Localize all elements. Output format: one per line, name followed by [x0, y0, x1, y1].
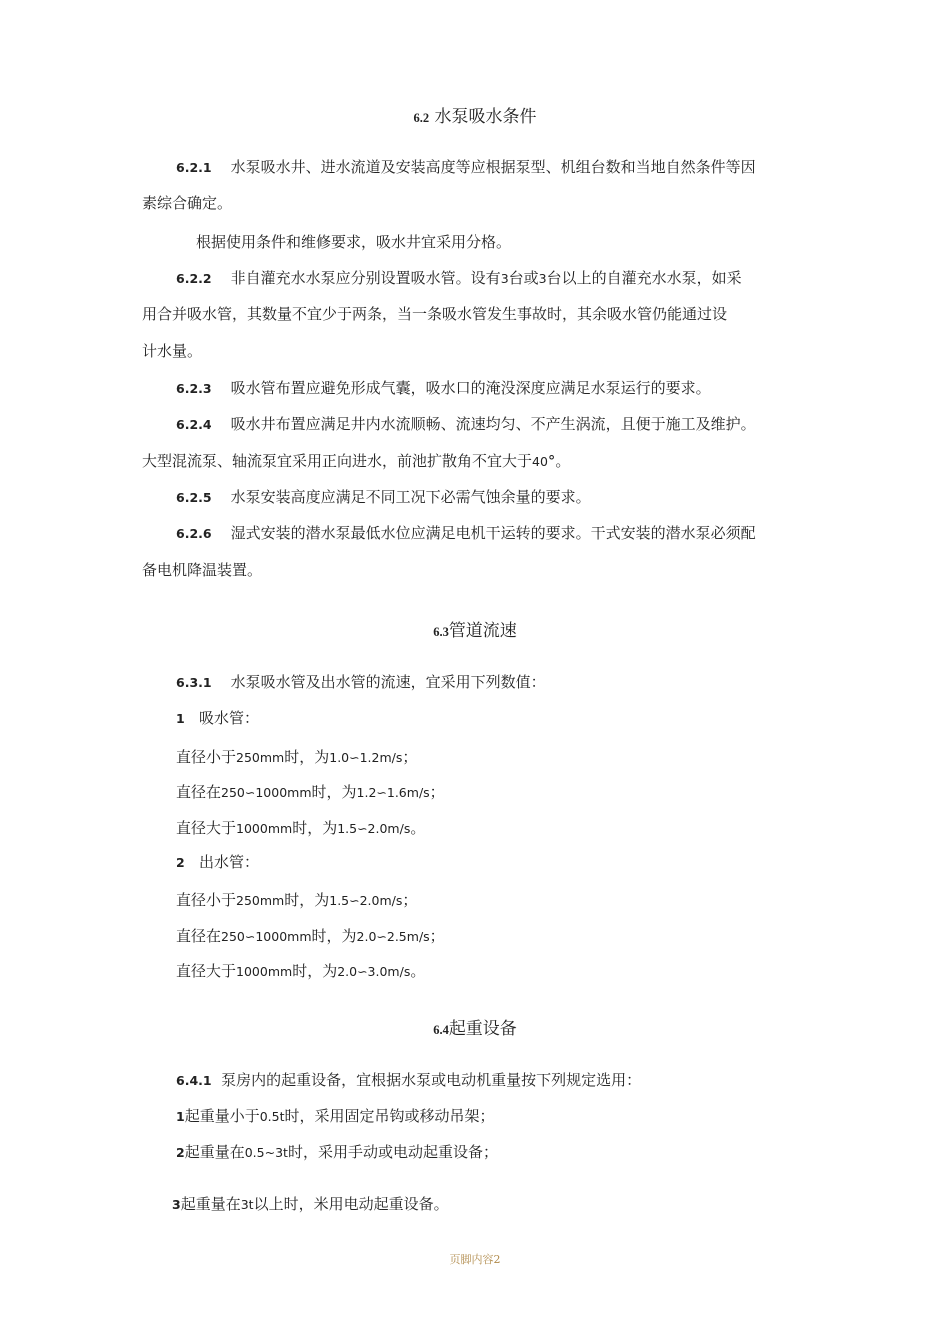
clause-6-4-1-line-1 — [176, 1069, 641, 1090]
item-number: 2 — [176, 855, 185, 870]
clause-number: 6.2.6 — [176, 526, 212, 541]
clause-text: 吸水井布置应满足井内水流顺畅、流速均匀、不产生涡流，且便于施工及维护。 — [230, 415, 756, 433]
velocity-row — [176, 960, 425, 981]
diameter-value: 250∽1000mm — [221, 929, 312, 944]
item-number: 1 — [176, 711, 185, 726]
clause-text: 用合并吸水管，其数量不宜少于两条，当一条吸水管发生事故时，其余吸水管仍能通过设 — [142, 305, 728, 323]
list-item-discharge-pipe — [176, 851, 259, 872]
clause-number: 6.4.1 — [176, 1073, 212, 1088]
section-heading-6-2 — [0, 102, 950, 127]
clause-number: 6.2.5 — [176, 490, 212, 505]
clause-6-2-1-line-1 — [176, 156, 756, 177]
diameter-value: 250mm — [236, 893, 285, 908]
diameter-value: 250∽1000mm — [221, 785, 312, 800]
clause-text: 水泵吸水井、进水流道及安装高度等应根据泵型、机组台数和当地自然条件等因 — [230, 158, 756, 176]
diameter-value: 1000mm — [236, 964, 293, 979]
velocity-text: ； — [429, 927, 445, 945]
item-text: 时，采用手动或电动起重设备； — [287, 1143, 498, 1161]
clause-number: 6.2.2 — [176, 271, 212, 286]
clause-6-2-5-line-1 — [176, 486, 591, 507]
clause-text: 素综合确定。 — [142, 194, 233, 212]
diameter-value: 1000mm — [236, 821, 293, 836]
page-footer: 页脚内容2 — [449, 1253, 501, 1266]
velocity-text: ； — [402, 891, 418, 909]
section-title: 起重设备 — [448, 1019, 517, 1039]
velocity-text: 时，为 — [292, 962, 338, 980]
diameter-value: 250mm — [236, 750, 285, 765]
velocity-row — [176, 817, 425, 838]
clause-number-value: 3 — [500, 271, 509, 286]
clause-6-2-4-line-2 — [142, 450, 570, 471]
clause-text: 吸水管布置应避免形成气囊，吸水口的淹没深度应满足水泵运行的要求。 — [230, 379, 711, 397]
item-number: 3 — [172, 1197, 181, 1212]
item-text: 时，采用固定吊钩或移动吊架； — [284, 1107, 495, 1125]
clause-text: 湿式安装的潜水泵最低水位应满足电机干运转的要求。干式安装的潜水泵必须配 — [230, 524, 756, 542]
hoist-item-1 — [176, 1105, 495, 1126]
velocity-text: 直径小于 — [176, 748, 237, 766]
velocity-row — [176, 889, 417, 910]
weight-value: 3t — [240, 1197, 254, 1212]
section-number: 6.2 — [413, 111, 430, 125]
item-text: 吸水管： — [199, 709, 260, 727]
clause-text: 根据使用条件和维修要求，吸水井宜采用分格。 — [196, 233, 512, 251]
clause-6-2-2-line-2 — [142, 303, 727, 324]
velocity-range: 1.5∽2.0m/s — [329, 893, 403, 908]
clause-6-2-2-line-3 — [142, 340, 202, 361]
velocity-text: 直径小于 — [176, 891, 237, 909]
section-heading-6-4 — [0, 1014, 950, 1039]
velocity-text: 。 — [410, 962, 426, 980]
velocity-row — [176, 746, 417, 767]
clause-6-2-1-paragraph-2 — [196, 231, 511, 252]
hoist-item-2 — [176, 1141, 498, 1162]
item-number: 2 — [176, 1145, 185, 1160]
clause-number-value: 3 — [538, 271, 547, 286]
clause-number-value: 40 — [532, 454, 548, 469]
clause-6-3-1-line-1 — [176, 671, 546, 692]
item-text: 起重量在 — [184, 1143, 245, 1161]
hoist-item-3 — [172, 1193, 449, 1214]
velocity-text: 时，为 — [311, 927, 357, 945]
velocity-row — [176, 925, 445, 946]
velocity-range: 1.2∽1.6m/s — [356, 785, 430, 800]
velocity-text: 直径在 — [176, 783, 222, 801]
velocity-range: 2.0∽2.5m/s — [356, 929, 430, 944]
velocity-text: 时，为 — [311, 783, 357, 801]
velocity-text: 直径在 — [176, 927, 222, 945]
velocity-text: 直径大于 — [176, 819, 237, 837]
clause-6-2-2-line-1 — [176, 267, 742, 288]
weight-value: 0.5~3t — [244, 1145, 288, 1160]
item-text: 起重量小于 — [184, 1107, 260, 1125]
section-heading-6-3 — [0, 616, 950, 641]
velocity-text: 直径大于 — [176, 962, 237, 980]
clause-number: 6.2.1 — [176, 160, 212, 175]
item-text: 起重量在 — [180, 1195, 241, 1213]
section-title: 水泵吸水条件 — [434, 107, 537, 127]
velocity-text: ； — [429, 783, 445, 801]
clause-text: 计水量。 — [142, 342, 203, 360]
velocity-text: 时，为 — [284, 748, 330, 766]
clause-text: 备电机降温装置。 — [142, 561, 263, 579]
item-number: 1 — [176, 1109, 185, 1124]
clause-6-2-6-line-2 — [142, 559, 262, 580]
clause-6-2-3-line-1 — [176, 377, 711, 398]
clause-6-2-4-line-1 — [176, 413, 756, 434]
velocity-row — [176, 781, 445, 802]
velocity-text: 时，为 — [292, 819, 338, 837]
velocity-text: ； — [402, 748, 418, 766]
clause-text: 水泵安装高度应满足不同工况下必需气蚀余量的要求。 — [230, 488, 591, 506]
velocity-range: 1.0∽1.2m/s — [329, 750, 403, 765]
clause-6-2-1-line-2 — [142, 192, 232, 213]
clause-number: 6.2.4 — [176, 417, 212, 432]
item-text: 出水管： — [199, 853, 260, 871]
clause-text: 大型混流泵、轴流泵宜采用正向进水，前池扩散角不宜大于 — [142, 452, 533, 470]
clause-text: °。 — [547, 452, 571, 470]
weight-value: 0.5t — [259, 1109, 285, 1124]
section-title: 管道流速 — [448, 621, 517, 641]
clause-number: 6.2.3 — [176, 381, 212, 396]
velocity-text: 。 — [410, 819, 426, 837]
clause-text: 泵房内的起重设备，宜根据水泵或电动机重量按下列规定选用： — [221, 1071, 642, 1089]
clause-text: 台以上的自灌充水水泵，如采 — [546, 269, 742, 287]
clause-number: 6.3.1 — [176, 675, 212, 690]
clause-text: 水泵吸水管及出水管的流速，宜采用下列数值： — [230, 673, 546, 691]
item-text: 以上时，米用电动起重设备。 — [253, 1195, 449, 1213]
clause-text: 台或 — [508, 269, 539, 287]
velocity-range: 1.5∽2.0m/s — [337, 821, 411, 836]
section-number: 6.4 — [433, 1023, 449, 1037]
clause-6-2-6-line-1 — [176, 522, 756, 543]
clause-text: 非自灌充水水泵应分别设置吸水管。设有 — [230, 269, 501, 287]
section-number: 6.3 — [433, 625, 449, 639]
velocity-text: 时，为 — [284, 891, 330, 909]
list-item-suction-pipe — [176, 707, 259, 728]
velocity-range: 2.0∽3.0m/s — [337, 964, 411, 979]
